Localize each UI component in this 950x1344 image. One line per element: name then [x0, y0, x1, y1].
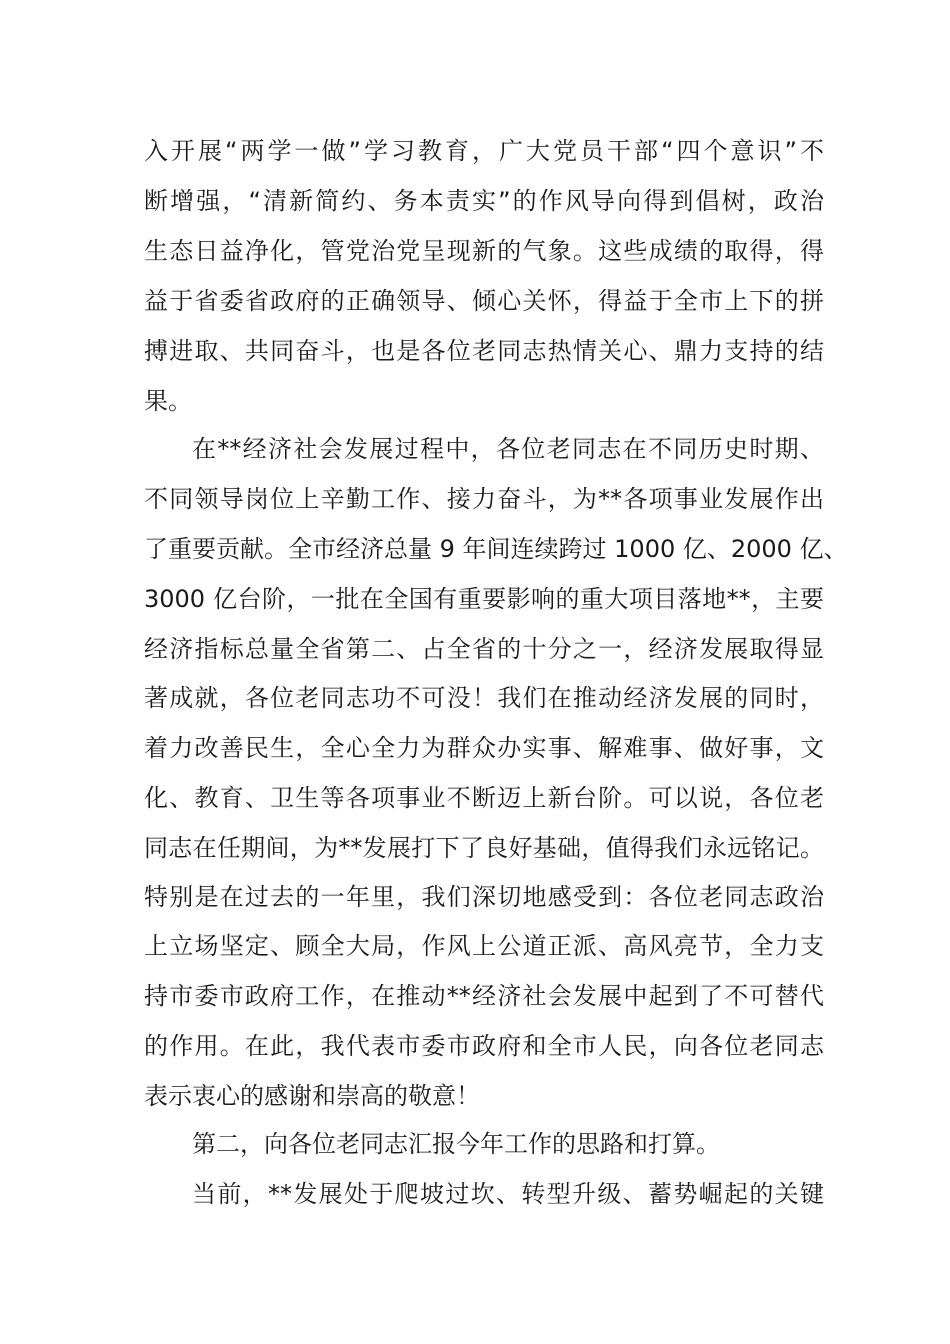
paragraph-first-line: 当前，**发展处于爬坡过坎、转型升级、蓄势崛起的关键 — [192, 1180, 824, 1208]
text-line: 同志在任期间，为**发展打下了良好基础，值得我们永远铭记。 — [144, 834, 824, 862]
section-heading: 第二，向各位老同志汇报今年工作的思路和打算。 — [192, 1130, 720, 1158]
text-line: 3000 亿台阶，一批在全国有重要影响的重大项目落地**，主要 — [144, 585, 824, 613]
text-line: 了重要贡献。全市经济总量 9 年间连续跨过 1000 亿、2000 亿、 — [144, 535, 848, 563]
text-line: 生态日益净化，管党治党呈现新的气象。这些成绩的取得，得 — [144, 237, 824, 265]
text-line: 上立场坚定、顾全大局，作风上公道正派、高风亮节，全力支 — [144, 932, 824, 960]
text-line: 化、教育、卫生等各项事业不断迈上新台阶。可以说，各位老 — [144, 784, 824, 812]
text-line: 入开展“两学一做”学习教育，广大党员干部“四个意识”不 — [144, 137, 824, 165]
text-line: 搏进取、共同奋斗，也是各位老同志热情关心、鼎力支持的结 — [144, 337, 824, 365]
text-line: 断增强，“清新简约、务本责实”的作风导向得到倡树，政治 — [144, 187, 824, 215]
text-line: 果。 — [144, 387, 192, 415]
text-line: 持市委市政府工作，在推动**经济社会发展中起到了不可替代 — [144, 982, 824, 1010]
text-line: 经济指标总量全省第二、占全省的十分之一，经济发展取得显 — [144, 635, 824, 663]
text-line: 益于省委省政府的正确领导、倾心关怀，得益于全市上下的拼 — [144, 287, 824, 315]
text-line: 表示衷心的感谢和崇高的敬意！ — [144, 1082, 480, 1110]
text-line: 特别是在过去的一年里，我们深切地感受到：各位老同志政治 — [144, 883, 824, 911]
text-line: 不同领导岗位上辛勤工作、接力奋斗，为**各项事业发展作出 — [144, 485, 824, 513]
paragraph-first-line: 在**经济社会发展过程中，各位老同志在不同历史时期、 — [192, 435, 824, 463]
text-line: 着力改善民生，全心全力为群众办实事、解难事、做好事，文 — [144, 734, 824, 762]
text-line: 著成就，各位老同志功不可没！我们在推动经济发展的同时， — [144, 684, 824, 712]
text-line: 的作用。在此，我代表市委市政府和全市人民，向各位老同志 — [144, 1032, 824, 1060]
